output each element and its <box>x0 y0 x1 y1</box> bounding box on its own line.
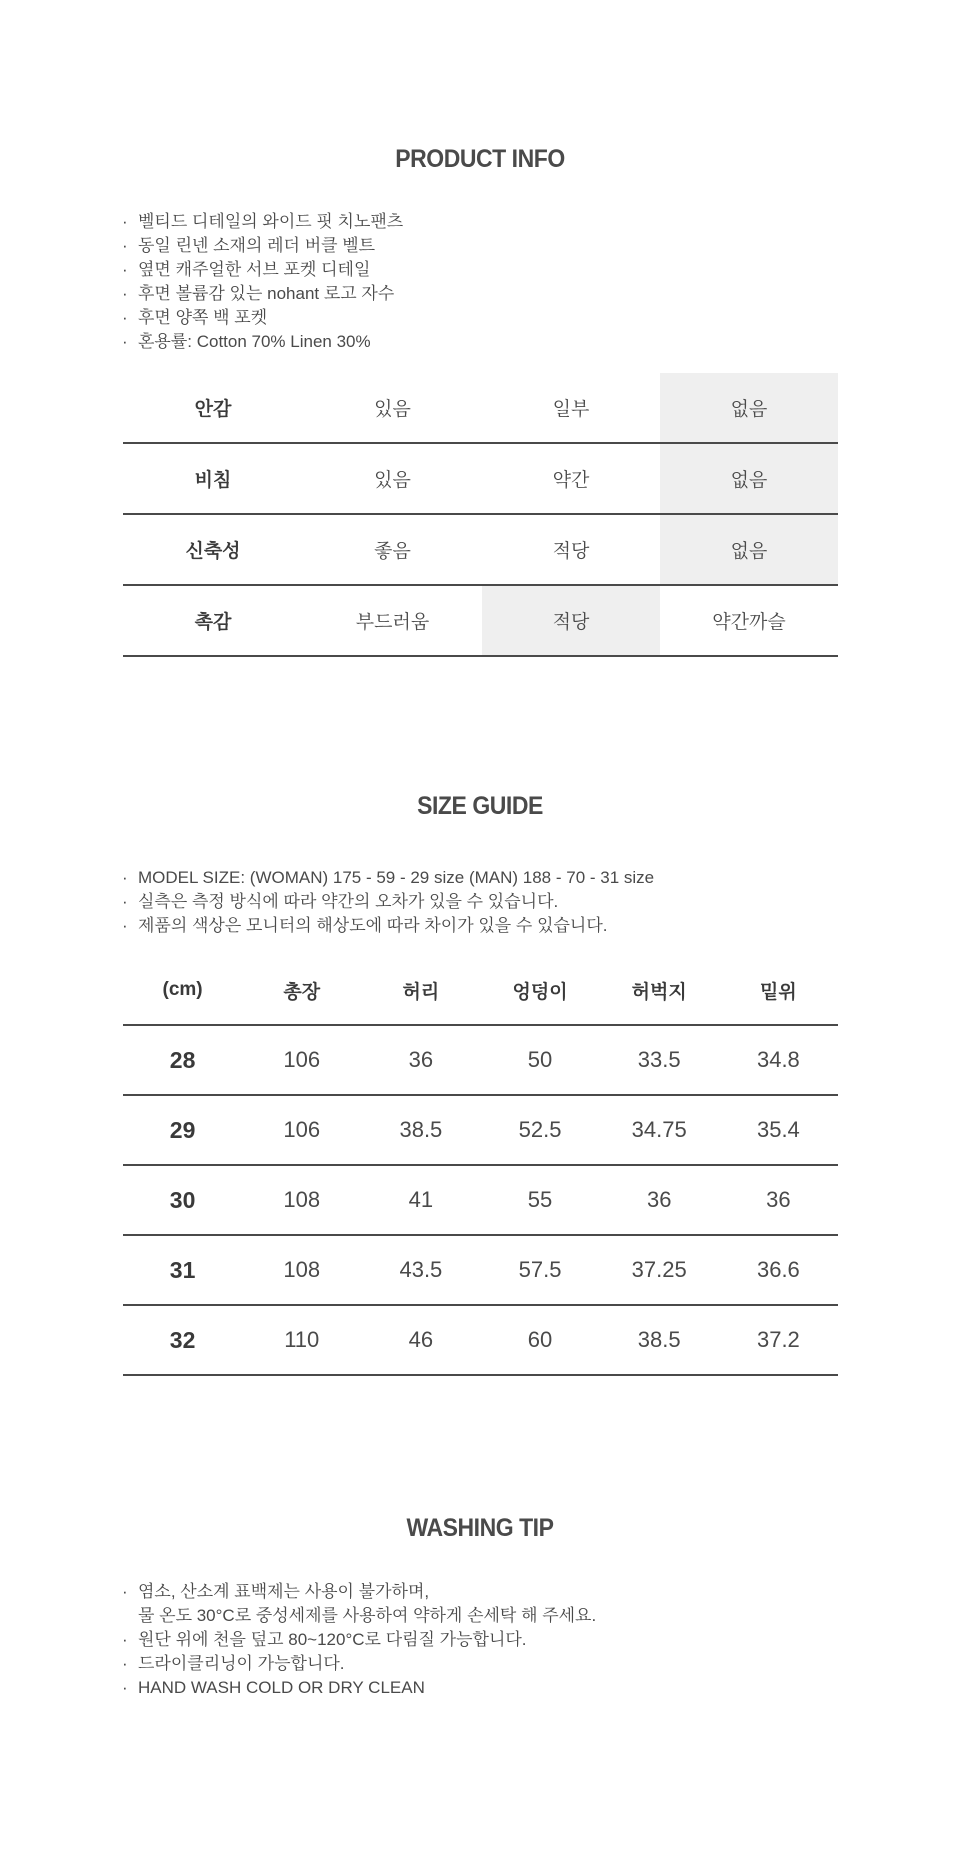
size-value-cell: 33.5 <box>600 1025 719 1095</box>
product-info-row <box>123 373 838 443</box>
washing-tip-item: · 원단 위에 천을 덮고 80~120°C로 다림질 가능합니다. <box>122 1628 842 1652</box>
size-value-cell: 106 <box>242 1025 361 1095</box>
size-value-cell: 38.5 <box>361 1095 480 1165</box>
size-value-cell: 41 <box>361 1165 480 1235</box>
product-info-option: 적당 <box>482 514 660 585</box>
size-value-cell: 36 <box>600 1165 719 1235</box>
size-table-row <box>123 1305 838 1375</box>
product-info-item: · 후면 양쪽 백 포켓 <box>122 306 842 330</box>
product-info-option: 있음 <box>303 373 482 443</box>
product-info-option-selected: 없음 <box>660 373 838 443</box>
size-label-cell: 31 <box>123 1235 242 1305</box>
product-info-row <box>123 443 838 514</box>
size-value-cell: 108 <box>242 1165 361 1235</box>
washing-tip-bullets <box>122 1580 842 1700</box>
product-info-bullets <box>122 210 842 354</box>
size-table-header-cell: 엉덩이 <box>480 956 599 1025</box>
product-info-option: 있음 <box>303 443 482 514</box>
product-info-option: 좋음 <box>303 514 482 585</box>
product-info-option: 약간까슬 <box>660 585 838 656</box>
size-value-cell: 50 <box>480 1025 599 1095</box>
size-guide-item: · MODEL SIZE: (WOMAN) 175 - 59 - 29 size (MAN) 188 - 70 - 31 size <box>122 866 842 890</box>
size-value-cell: 35.4 <box>719 1095 838 1165</box>
size-label-cell: 29 <box>123 1095 242 1165</box>
washing-tip-item: · HAND WASH COLD OR DRY CLEAN <box>122 1676 842 1700</box>
size-guide-table <box>123 956 838 1376</box>
product-info-row-label: 안감 <box>123 373 303 443</box>
size-value-cell: 38.5 <box>600 1305 719 1375</box>
washing-tip-item: · 드라이클리닝이 가능합니다. <box>122 1652 842 1676</box>
product-info-title: PRODUCT INFO <box>395 145 565 173</box>
size-table-header-row <box>123 956 838 1025</box>
product-info-option: 부드러움 <box>303 585 482 656</box>
product-info-item: · 벨티드 디테일의 와이드 핏 치노팬츠 <box>122 210 842 234</box>
product-info-row <box>123 585 838 656</box>
size-value-cell: 55 <box>480 1165 599 1235</box>
size-value-cell: 108 <box>242 1235 361 1305</box>
size-table-row <box>123 1025 838 1095</box>
product-info-row-label: 신축성 <box>123 514 303 585</box>
size-value-cell: 34.75 <box>600 1095 719 1165</box>
size-value-cell: 34.8 <box>719 1025 838 1095</box>
size-value-cell: 60 <box>480 1305 599 1375</box>
size-table-header-cell: 허리 <box>361 956 480 1025</box>
washing-tip-item: · 염소, 산소계 표백제는 사용이 불가하며, <box>122 1580 842 1604</box>
product-info-item: · 옆면 캐주얼한 서브 포켓 디테일 <box>122 258 842 282</box>
size-value-cell: 36 <box>719 1165 838 1235</box>
washing-tip-item-continued: 물 온도 30°C로 중성세제를 사용하여 약하게 손세탁 해 주세요. <box>138 1606 597 1625</box>
size-table-row <box>123 1095 838 1165</box>
size-table-header-cell: 총장 <box>242 956 361 1025</box>
size-value-cell: 43.5 <box>361 1235 480 1305</box>
product-info-row <box>123 514 838 585</box>
product-info-option-selected: 적당 <box>482 585 660 656</box>
size-value-cell: 36 <box>361 1025 480 1095</box>
size-label-cell: 30 <box>123 1165 242 1235</box>
product-info-option-selected: 없음 <box>660 514 838 585</box>
size-guide-bullets <box>122 866 842 938</box>
size-value-cell: 57.5 <box>480 1235 599 1305</box>
size-value-cell: 106 <box>242 1095 361 1165</box>
size-label-cell: 28 <box>123 1025 242 1095</box>
product-info-option-selected: 없음 <box>660 443 838 514</box>
size-table-row <box>123 1165 838 1235</box>
product-info-table <box>123 373 838 657</box>
product-info-item: · 혼용률: Cotton 70% Linen 30% <box>122 330 842 354</box>
size-value-cell: 110 <box>242 1305 361 1375</box>
size-value-cell: 36.6 <box>719 1235 838 1305</box>
size-value-cell: 52.5 <box>480 1095 599 1165</box>
size-value-cell: 46 <box>361 1305 480 1375</box>
size-label-cell: 32 <box>123 1305 242 1375</box>
size-table-header-cell: 허벅지 <box>600 956 719 1025</box>
product-info-option: 일부 <box>482 373 660 443</box>
size-guide-item: · 제품의 색상은 모니터의 해상도에 따라 차이가 있을 수 있습니다. <box>122 914 842 938</box>
product-info-option: 약간 <box>482 443 660 514</box>
product-info-item: · 후면 볼륨감 있는 nohant 로고 자수 <box>122 282 842 306</box>
size-table-row <box>123 1235 838 1305</box>
size-guide-title: SIZE GUIDE <box>417 792 543 820</box>
washing-tip-title: WASHING TIP <box>406 1514 554 1542</box>
size-guide-item: · 실측은 측정 방식에 따라 약간의 오차가 있을 수 있습니다. <box>122 890 842 914</box>
size-table-header-cell: 밑위 <box>719 956 838 1025</box>
size-table-header-cell: (cm) <box>123 956 242 1025</box>
product-info-row-label: 비침 <box>123 443 303 514</box>
product-info-row-label: 촉감 <box>123 585 303 656</box>
size-value-cell: 37.2 <box>719 1305 838 1375</box>
size-value-cell: 37.25 <box>600 1235 719 1305</box>
product-info-item: · 동일 린넨 소재의 레더 버클 벨트 <box>122 234 842 258</box>
